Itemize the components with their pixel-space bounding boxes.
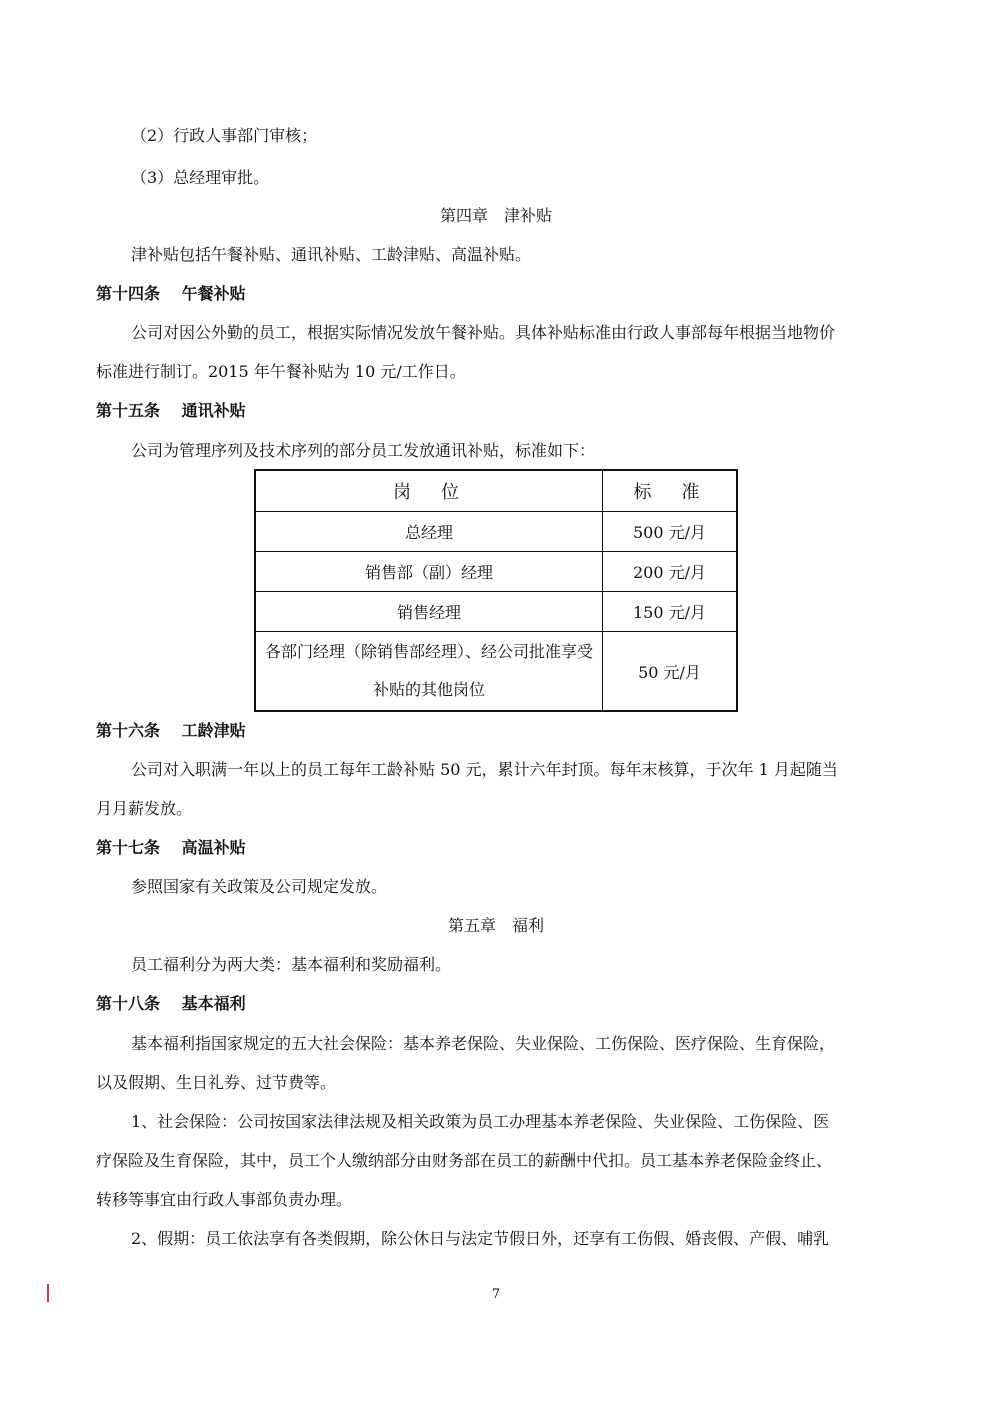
table-header-row (255, 470, 737, 512)
line-seniority-2: 月月薪发放。 (96, 799, 193, 818)
line-basic-1: 基本福利指国家规定的五大社会保险：基本养老保险、失业保险、工伤保险、医疗保险、生育保险， (131, 1034, 836, 1053)
line-approval-2: （2）行政人事部门审核； (131, 126, 318, 145)
cell-post: 总经理 (255, 512, 603, 552)
line-heat: 参照国家有关政策及公司规定发放。 (131, 877, 388, 896)
table-row (255, 632, 737, 712)
line-allowance-intro: 津补贴包括午餐补贴、通讯补贴、工龄津贴、高温补贴。 (131, 245, 532, 264)
article-14-title: 第十四条 午餐补贴 (96, 284, 246, 303)
line-insurance-2: 疗保险及生育保险，其中，员工个人缴纳部分由财务部在员工的薪酬中代扣。员工基本养老保险金终止、 (96, 1151, 833, 1170)
cell-standard: 150 元/月 (603, 592, 738, 632)
line-leave-1: 2、假期：员工依法享有各类假期，除公休日与法定节假日外，还享有工伤假、婚丧假、产假、哺乳 (131, 1229, 830, 1248)
cell-standard: 500 元/月 (603, 512, 738, 552)
header-standard: 标 准 (603, 470, 738, 512)
cell-standard: 50 元/月 (603, 632, 738, 712)
table-row (255, 592, 737, 632)
line-lunch-2: 标准进行制订。2015 年午餐补贴为 10 元/工作日。 (96, 362, 466, 381)
line-comm-intro: 公司为管理序列及技术序列的部分员工发放通讯补贴，标准如下： (131, 441, 596, 460)
article-16-title: 第十六条 工龄津贴 (96, 721, 246, 740)
header-post: 岗 位 (255, 470, 603, 512)
cell-post: 销售部（副）经理 (255, 552, 603, 592)
line-approval-3: （3）总经理审批。 (131, 168, 270, 187)
table-row (255, 512, 737, 552)
line-lunch-1: 公司对因公外勤的员工，根据实际情况发放午餐补贴。具体补贴标准由行政人事部每年根据当地物价 (131, 323, 836, 342)
article-17-title: 第十七条 高温补贴 (96, 838, 246, 857)
line-basic-2: 以及假期、生日礼券、过节费等。 (96, 1073, 337, 1092)
line-insurance-3: 转移等事宜由行政人事部负责办理。 (96, 1190, 353, 1209)
line-welfare-intro: 员工福利分为两大类：基本福利和奖励福利。 (131, 955, 452, 974)
chapter-4-title: 第四章 津补贴 (439, 206, 552, 225)
cell-post: 各部门经理（除销售部经理）、经公司批准享受补贴的其他岗位 (255, 632, 603, 712)
cell-standard: 200 元/月 (603, 552, 738, 592)
table-row (255, 552, 737, 592)
cell-post: 销售经理 (255, 592, 603, 632)
page-number: 7 (491, 1287, 501, 1302)
line-insurance-1: 1、社会保险：公司按国家法律法规及相关政策为员工办理基本养老保险、失业保险、工伤保险、医 (131, 1112, 830, 1131)
communication-allowance-table (254, 469, 738, 712)
article-15-title: 第十五条 通讯补贴 (96, 401, 246, 420)
line-seniority-1: 公司对入职满一年以上的员工每年工龄补贴 50 元，累计六年封顶。每年末核算，于次年 1 月起随当 (131, 760, 838, 779)
article-18-title: 第十八条 基本福利 (96, 994, 246, 1013)
chapter-5-title: 第五章 福利 (447, 916, 544, 935)
